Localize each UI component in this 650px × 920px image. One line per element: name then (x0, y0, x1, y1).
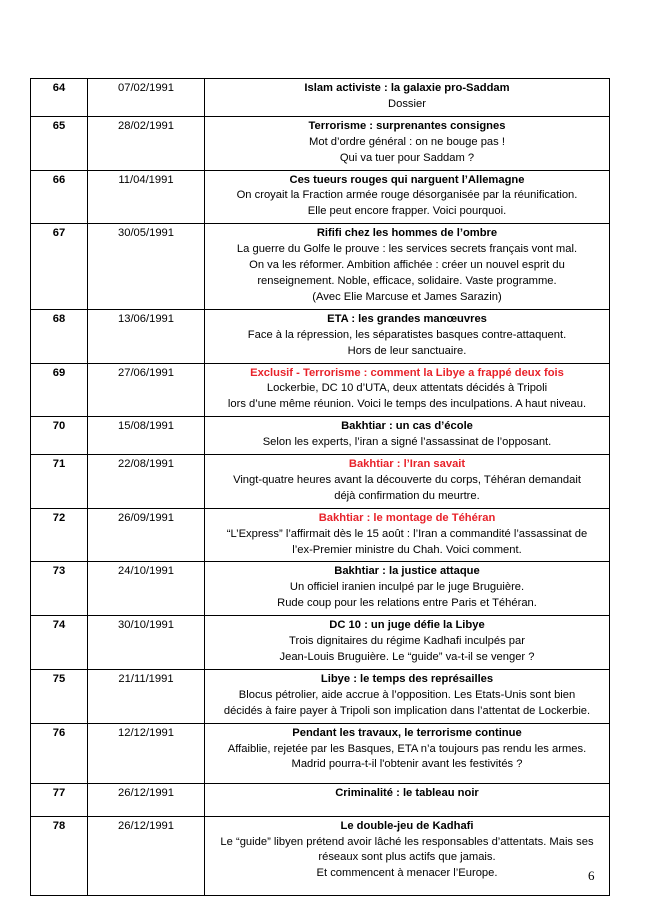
entry-number: 71 (31, 455, 88, 509)
table-row (31, 816, 610, 895)
entry-summary-line: On va les réformer. Ambition affichée : créer un nouvel esprit du (249, 259, 565, 272)
page-number: 6 (588, 868, 595, 883)
entry-summary-line: Blocus pétrolier, aide accrue à l’opposition. Les Etats-Unis sont bien (238, 688, 576, 701)
entry-title: Ces tueurs rouges qui narguent l’Allemagne (289, 173, 525, 186)
entry-content (205, 79, 610, 117)
entry-number: 74 (31, 616, 88, 670)
entry-summary-line: décidés à faire payer à Tripoli son implication dans l’attentat de Lockerbie. (223, 704, 591, 717)
entry-summary-line: Le “guide” libyen prétend avoir lâché les responsables d’attentats. Mais ses (220, 835, 594, 848)
entry-date: 07/02/1991 (88, 79, 205, 117)
entry-title: Terrorisme : surprenantes consignes (308, 119, 506, 132)
table-row (31, 669, 610, 723)
entry-summary-line: Vingt-quatre heures avant la découverte du corps, Téhéran demandait (233, 473, 581, 486)
table-row (31, 723, 610, 783)
entry-summary-line: l’ex-Premier ministre du Chah. Voici comment. (292, 543, 522, 556)
entry-summary-line: “L’Express” l’affirmait dès le 15 août : l’Iran a commandité l’assassinat de (226, 527, 588, 540)
entry-date: 30/05/1991 (88, 224, 205, 310)
table-row (31, 417, 610, 455)
entry-number: 69 (31, 363, 88, 417)
entry-title: Pendant les travaux, le terrorisme continue (292, 726, 522, 739)
entry-date: 13/06/1991 (88, 309, 205, 363)
entry-title: Rififi chez les hommes de l’ombre (316, 227, 498, 240)
entry-title: Le double-jeu de Kadhafi (340, 819, 474, 832)
entry-summary-line: Trois dignitaires du régime Kadhafi inculpés par (289, 635, 525, 648)
entry-content (205, 669, 610, 723)
entry-date: 11/04/1991 (88, 170, 205, 224)
entry-summary-line: La guerre du Golfe le prouve : les services secrets français vont mal. (236, 243, 578, 256)
entry-number: 70 (31, 417, 88, 455)
table-row (31, 455, 610, 509)
entry-summary-line: Et commencent à menacer l’Europe. (316, 867, 498, 880)
entry-title: Bakhtiar : le montage de Téhéran (318, 511, 496, 524)
entry-number: 64 (31, 79, 88, 117)
entry-title: Islam activiste : la galaxie pro-Saddam (304, 82, 510, 94)
entry-content (205, 723, 610, 783)
entry-date: 22/08/1991 (88, 455, 205, 509)
entry-date: 12/12/1991 (88, 723, 205, 783)
articles-table-body (31, 79, 610, 896)
entry-number: 67 (31, 224, 88, 310)
entry-date: 15/08/1991 (88, 417, 205, 455)
entry-date: 26/09/1991 (88, 508, 205, 562)
entry-summary-line: Madrid pourra-t-il l'obtenir avant les festivités ? (291, 758, 523, 771)
entry-number: 73 (31, 562, 88, 616)
entry-title: Libye : le temps des représailles (320, 672, 494, 685)
entry-title: ETA : les grandes manœuvres (327, 312, 487, 325)
entry-summary-line: On croyait la Fraction armée rouge désorganisée par la réunification. (236, 189, 578, 202)
table-row (31, 309, 610, 363)
entry-summary-line: lors d’une même réunion. Voici le temps des inculpations. A haut niveau. (227, 398, 587, 411)
entry-content (205, 562, 610, 616)
entry-date: 26/12/1991 (88, 816, 205, 895)
entry-summary-line: Face à la répression, les séparatistes basques contre-attaquent. (247, 328, 567, 341)
entry-content (205, 224, 610, 310)
entry-summary-line: Affaiblie, rejetée par les Basques, ETA n’a toujours pas rendu les armes. (227, 742, 587, 755)
entry-title: Exclusif - Terrorisme : comment la Libye a frappé deux fois (250, 366, 564, 379)
entry-number: 76 (31, 723, 88, 783)
entry-date: 26/12/1991 (88, 783, 205, 816)
table-row (31, 508, 610, 562)
table-row (31, 363, 610, 417)
table-row (31, 116, 610, 170)
entry-number: 68 (31, 309, 88, 363)
entry-summary-line: déjà confirmation du meurtre. (334, 489, 480, 502)
entry-summary-line: Selon les experts, l’iran a signé l’assassinat de l’opposant. (262, 436, 552, 449)
entry-date: 30/10/1991 (88, 616, 205, 670)
entry-title: Bakhtiar : l’Iran savait (348, 458, 466, 471)
entry-title: Bakhtiar : la justice attaque (334, 565, 480, 578)
table-row (31, 79, 610, 117)
entry-content (205, 616, 610, 670)
entry-summary-line: Jean-Louis Bruguière. Le “guide” va-t-il se venger ? (279, 651, 535, 663)
entry-content (205, 783, 610, 816)
entry-summary-line: Dossier (388, 97, 426, 110)
entry-number: 78 (31, 816, 88, 895)
entry-content (205, 508, 610, 562)
entry-summary-line: Elle peut encore frapper. Voici pourquoi. (307, 205, 507, 218)
entry-summary-line: Rude coup pour les relations entre Paris et Téhéran. (277, 597, 537, 610)
entry-summary-line: Un officiel iranien inculpé par le juge Bruguière. (289, 581, 525, 594)
entry-number: 77 (31, 783, 88, 816)
entry-summary-line: Mot d’ordre général : on ne bouge pas ! (309, 135, 505, 148)
entry-summary-line: Hors de leur sanctuaire. (347, 344, 467, 357)
entry-content (205, 455, 610, 509)
entry-summary-line: (Avec Elie Marcuse et James Sarazin) (312, 290, 502, 303)
entry-summary-line: Lockerbie, DC 10 d’UTA, deux attentats décidés à Tripoli (266, 382, 548, 395)
entry-number: 75 (31, 669, 88, 723)
table-row (31, 616, 610, 670)
table-row (31, 170, 610, 224)
entry-content (205, 170, 610, 224)
entry-content (205, 116, 610, 170)
table-row (31, 224, 610, 310)
entry-title: Criminalité : le tableau noir (335, 786, 479, 799)
entry-content (205, 363, 610, 417)
entry-content (205, 816, 610, 895)
entry-number: 72 (31, 508, 88, 562)
entry-summary-line: Qui va tuer pour Saddam ? (339, 151, 475, 164)
entry-content (205, 309, 610, 363)
entry-summary-line: renseignement. Noble, efficace, solidaire. Vaste programme. (257, 274, 557, 287)
entry-date: 28/02/1991 (88, 116, 205, 170)
entry-date: 24/10/1991 (88, 562, 205, 616)
entry-title: Bakhtiar : un cas d’école (341, 420, 473, 433)
articles-table (30, 78, 610, 896)
entry-summary-line: réseaux sont plus actifs que jamais. (318, 851, 496, 864)
entry-number: 65 (31, 116, 88, 170)
table-row (31, 783, 610, 816)
entry-number: 66 (31, 170, 88, 224)
entry-date: 27/06/1991 (88, 363, 205, 417)
entry-content (205, 417, 610, 455)
entry-title: DC 10 : un juge défie la Libye (329, 619, 485, 632)
table-row (31, 562, 610, 616)
entry-date: 21/11/1991 (88, 669, 205, 723)
